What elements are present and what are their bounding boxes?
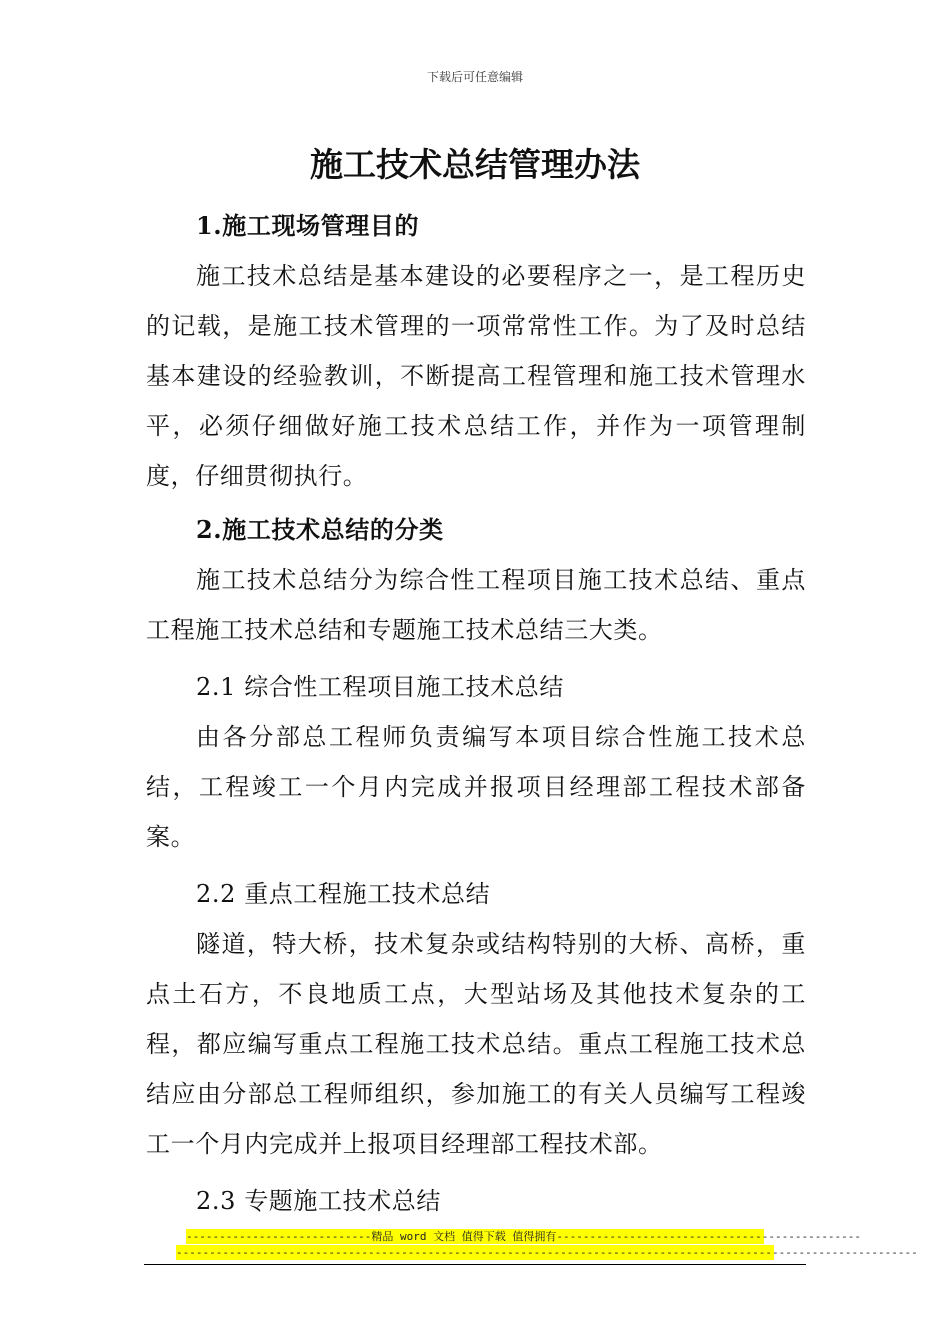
document-body	[146, 201, 806, 1226]
paragraph-comprehensive: 由各分部总工程师负责编写本项目综合性施工技术总结，工程竣工一个月内完成并报项目经理部工程技术部备案。	[146, 723, 806, 851]
header-note: 下载后可任意编辑	[426, 70, 523, 84]
paragraph-classification: 施工技术总结分为综合性工程项目施工技术总结、重点工程施工技术总结和专题施工技术总结三大类。	[146, 566, 806, 644]
subsection-heading-2-3: 2.3 专题施工技术总结	[196, 1187, 441, 1215]
paragraph-purpose: 施工技术总结是基本建设的必要程序之一，是工程历史的记载，是施工技术管理的一项常常性工作。为了及时总结基本建设的经验教训，不断提高工程管理和施工技术管理水平，必须仔细做好施工技术总结工作，并作为一项管理制度，仔细贯彻执行。	[146, 262, 806, 490]
subsection-heading-2-2: 2.2 重点工程施工技术总结	[196, 880, 491, 908]
footer-dash-line: ----------------------------------------------------------------------------------------------------------------	[176, 1246, 918, 1259]
section-heading-2: 2.施工技术总结的分类	[196, 515, 444, 544]
document-title: 施工技术总结管理办法	[310, 145, 640, 184]
section-heading-1: 1.施工现场管理目的	[196, 211, 420, 240]
subsection-heading-2-1: 2.1 综合性工程项目施工技术总结	[196, 673, 564, 701]
paragraph-key-projects: 隧道，特大桥，技术复杂或结构特别的大桥、高桥，重点土石方，不良地质工点，大型站场及其他技术复杂的工程，都应编写重点工程施工技术总结。重点工程施工技术总结应由分部总工程师组织，参加施工的有关人员编写工程竣工一个月内完成并上报项目经理部工程技术部。	[146, 930, 806, 1158]
footer-watermark-line: ----------------------------精品 word 文档 值得下载 值得拥有----------------------------------------------	[186, 1230, 862, 1243]
footer-rule	[144, 1264, 806, 1265]
